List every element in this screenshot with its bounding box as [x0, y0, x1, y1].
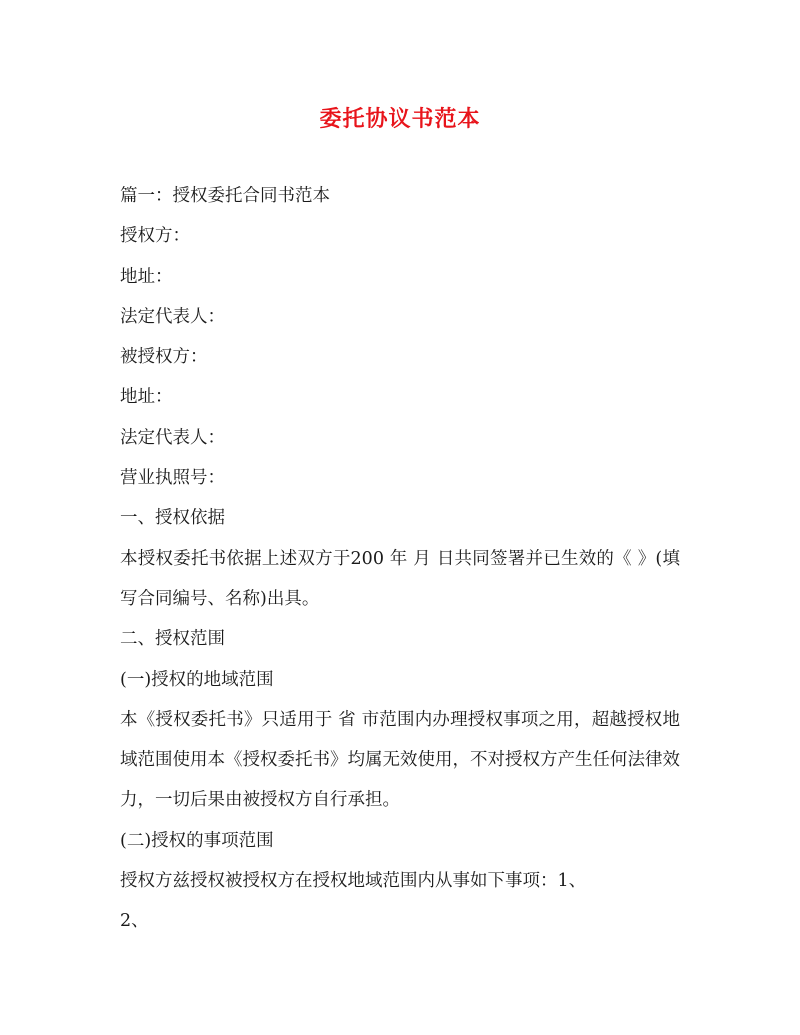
grantor-label: 授权方： [120, 226, 190, 247]
document-body [120, 176, 680, 942]
business-license-label: 营业执照号： [120, 468, 225, 489]
grantor-address-label: 地址： [120, 266, 173, 287]
grantor-legal-rep-label: 法定代表人： [120, 306, 225, 327]
paragraph-basis: 本授权委托书依据上述双方于200 年 月 日共同签署并已生效的《 》(填写合同编号、名称)出具。 [120, 548, 680, 609]
section-heading-scope: 二、授权范围 [120, 629, 225, 650]
grantee-label: 被授权方： [120, 347, 208, 368]
document-title: 委托协议书范本 [319, 106, 481, 132]
subheading-matters: (二)授权的事项范围 [120, 830, 274, 851]
section-heading-basis: 一、授权依据 [120, 508, 225, 529]
matters-item-2: 2、 [120, 911, 149, 932]
subheading-region: (一)授权的地域范围 [120, 669, 274, 690]
grantee-address-label: 地址： [120, 387, 173, 408]
paragraph-region: 本《授权委托书》只适用于 省 市范围内办理授权事项之用，超越授权地域范围使用本《授权委托书》均属无效使用，不对授权方产生任何法律效力，一切后果由被授权方自行承担。 [120, 709, 680, 811]
grantee-legal-rep-label: 法定代表人： [120, 427, 225, 448]
chapter-heading: 篇一：授权委托合同书范本 [120, 186, 330, 206]
matters-intro-line: 授权方兹授权被授权方在授权地域范围内从事如下事项：1、 [120, 871, 587, 892]
